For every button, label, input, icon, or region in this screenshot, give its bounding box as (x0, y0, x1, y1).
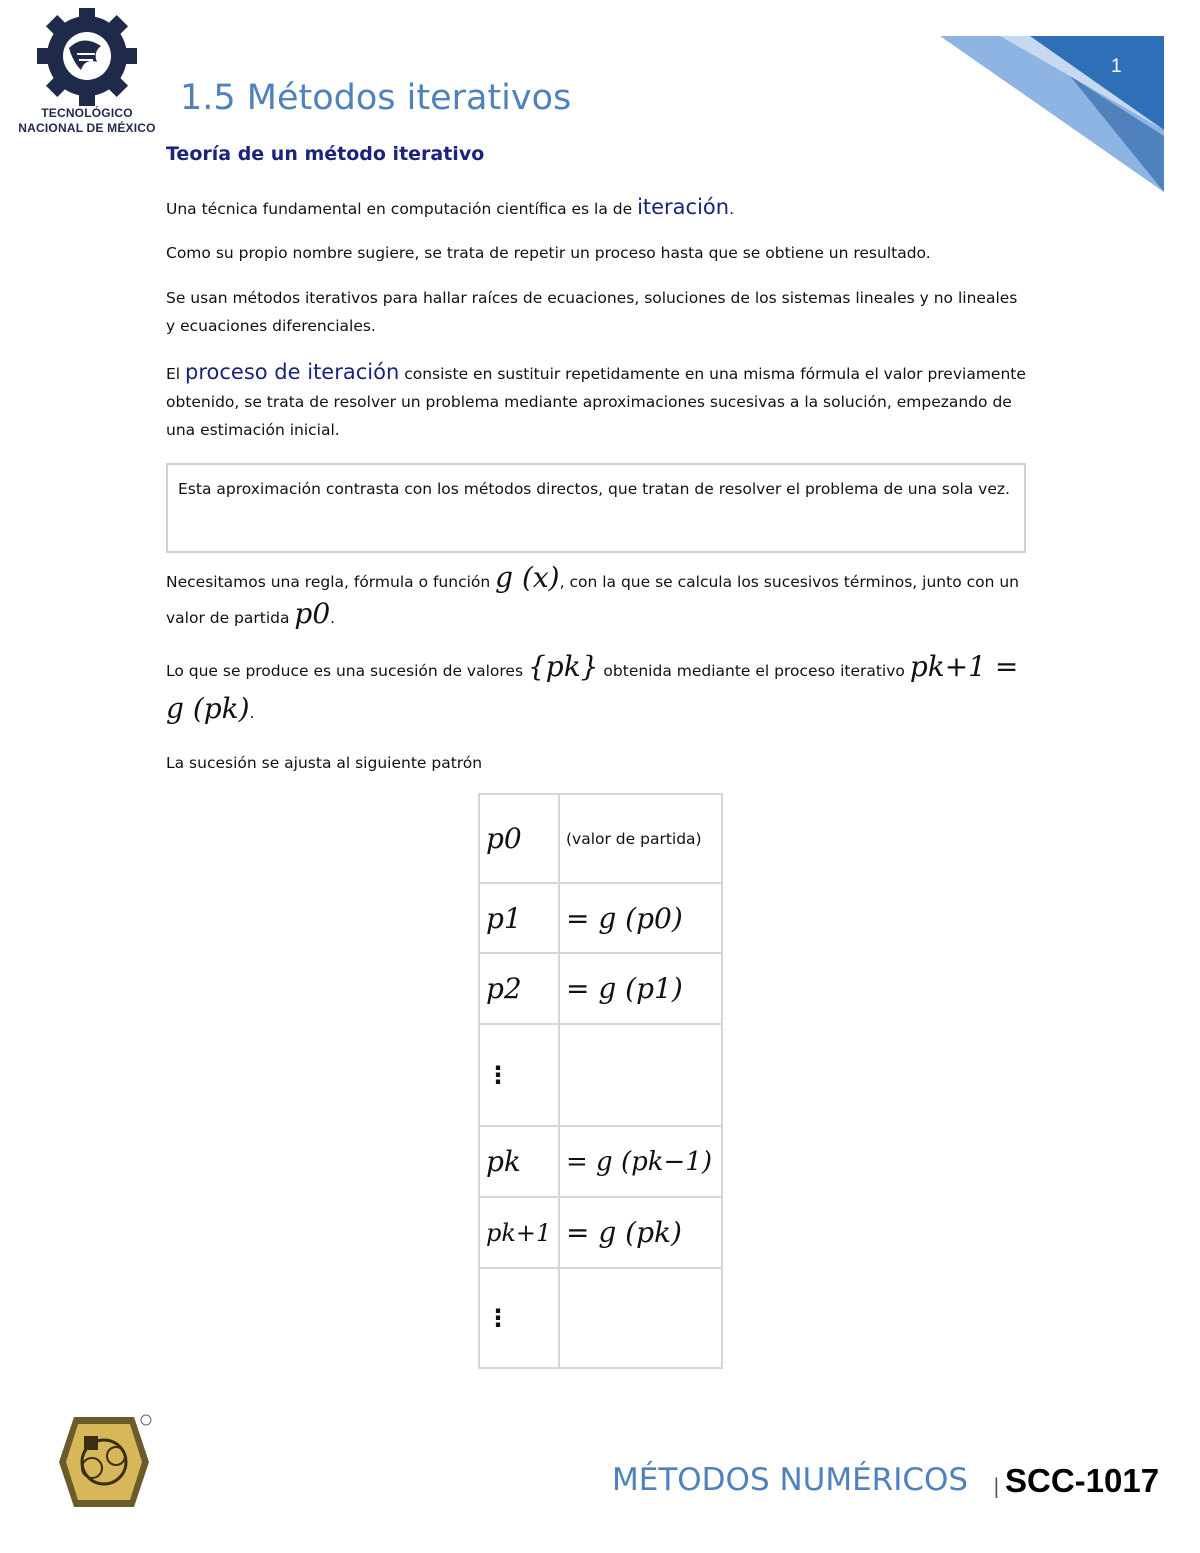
footer-separator: | (993, 1474, 1000, 1498)
page-title: 1.5 Métodos iterativos (180, 78, 572, 118)
note-box: Esta aproximación contrasta con los métodos directos, que tratan de resolver el problema de una sola vez. (166, 463, 1026, 553)
paragraph-rule: Necesitamos una regla, fórmula o función g (x), con la que se calcula los sucesivos términos, junto con un valor de partida p0. (166, 561, 1020, 630)
paragraph-definition: Como su propio nombre sugiere, se trata de repetir un proceso hasta que se obtiene un resultado. (166, 244, 931, 262)
logo-caption: TECNOLÓGICO NACIONAL DE MÉXICO (18, 106, 156, 135)
footer-course-code: SCC-1017 (1005, 1462, 1160, 1499)
table-cell: = g (p0) (559, 883, 722, 953)
math-iteration-formula: pk+1 = g (pk) (166, 650, 1019, 725)
page-number: 1 (1111, 56, 1122, 77)
table-row (479, 1197, 722, 1268)
table-cell: ⋮ (479, 1268, 559, 1368)
paragraph-pattern: La sucesión se ajusta al siguiente patrón (166, 754, 483, 772)
math-pk-set: {pk} (527, 650, 599, 683)
table-cell: p1 (479, 883, 559, 953)
table-row (479, 883, 722, 953)
table-cell (559, 1268, 722, 1368)
section-subtitle: Teoría de un método iterativo (166, 143, 485, 165)
table-cell: = g (p1) (559, 953, 722, 1024)
sequence-table (478, 793, 723, 1369)
footer-course-title: MÉTODOS NUMÉRICOS (612, 1462, 969, 1498)
highlight-iteracion: iteración (637, 195, 730, 219)
math-g-of-x: g (x) (495, 561, 560, 594)
table-cell (559, 1024, 722, 1126)
table-cell: pk (479, 1126, 559, 1197)
table-cell: (valor de partida) (559, 794, 722, 883)
paragraph-uses: Se usan métodos iterativos para hallar raíces de ecuaciones, soluciones de los sistemas lineales y no lineales y ecuaciones diferenciales. (166, 289, 1018, 335)
highlight-proceso: proceso de iteración (185, 360, 400, 384)
table-cell: = g (pk) (559, 1197, 722, 1268)
institution-emblem (54, 1412, 154, 1512)
paragraph-iteration: Una técnica fundamental en computación científica es la de iteración. (166, 195, 735, 219)
math-p0: p0 (294, 597, 331, 630)
table-cell: pk+1 (479, 1197, 559, 1268)
table-row (479, 1268, 722, 1368)
table-row (479, 794, 722, 883)
corner-decoration (940, 36, 1164, 192)
table-row (479, 1024, 722, 1126)
table-cell: p0 (479, 794, 559, 883)
paragraph-process: El proceso de iteración consiste en sustituir repetidamente en una misma fórmula el valor previamente obtenido, se trata de resolver un problema mediante aproximaciones sucesivas a la solución, empezando de una estimación inicial. (166, 360, 1026, 439)
table-cell: p2 (479, 953, 559, 1024)
paragraph-sequence: Lo que se produce es una sucesión de valores {pk} obtenida mediante el proceso iterativo pk+1 = g (pk). (166, 650, 1019, 725)
table-cell: = g (pk−1) (559, 1126, 722, 1197)
table-row (479, 953, 722, 1024)
table-cell: ⋮ (479, 1024, 559, 1126)
table-row (479, 1126, 722, 1197)
